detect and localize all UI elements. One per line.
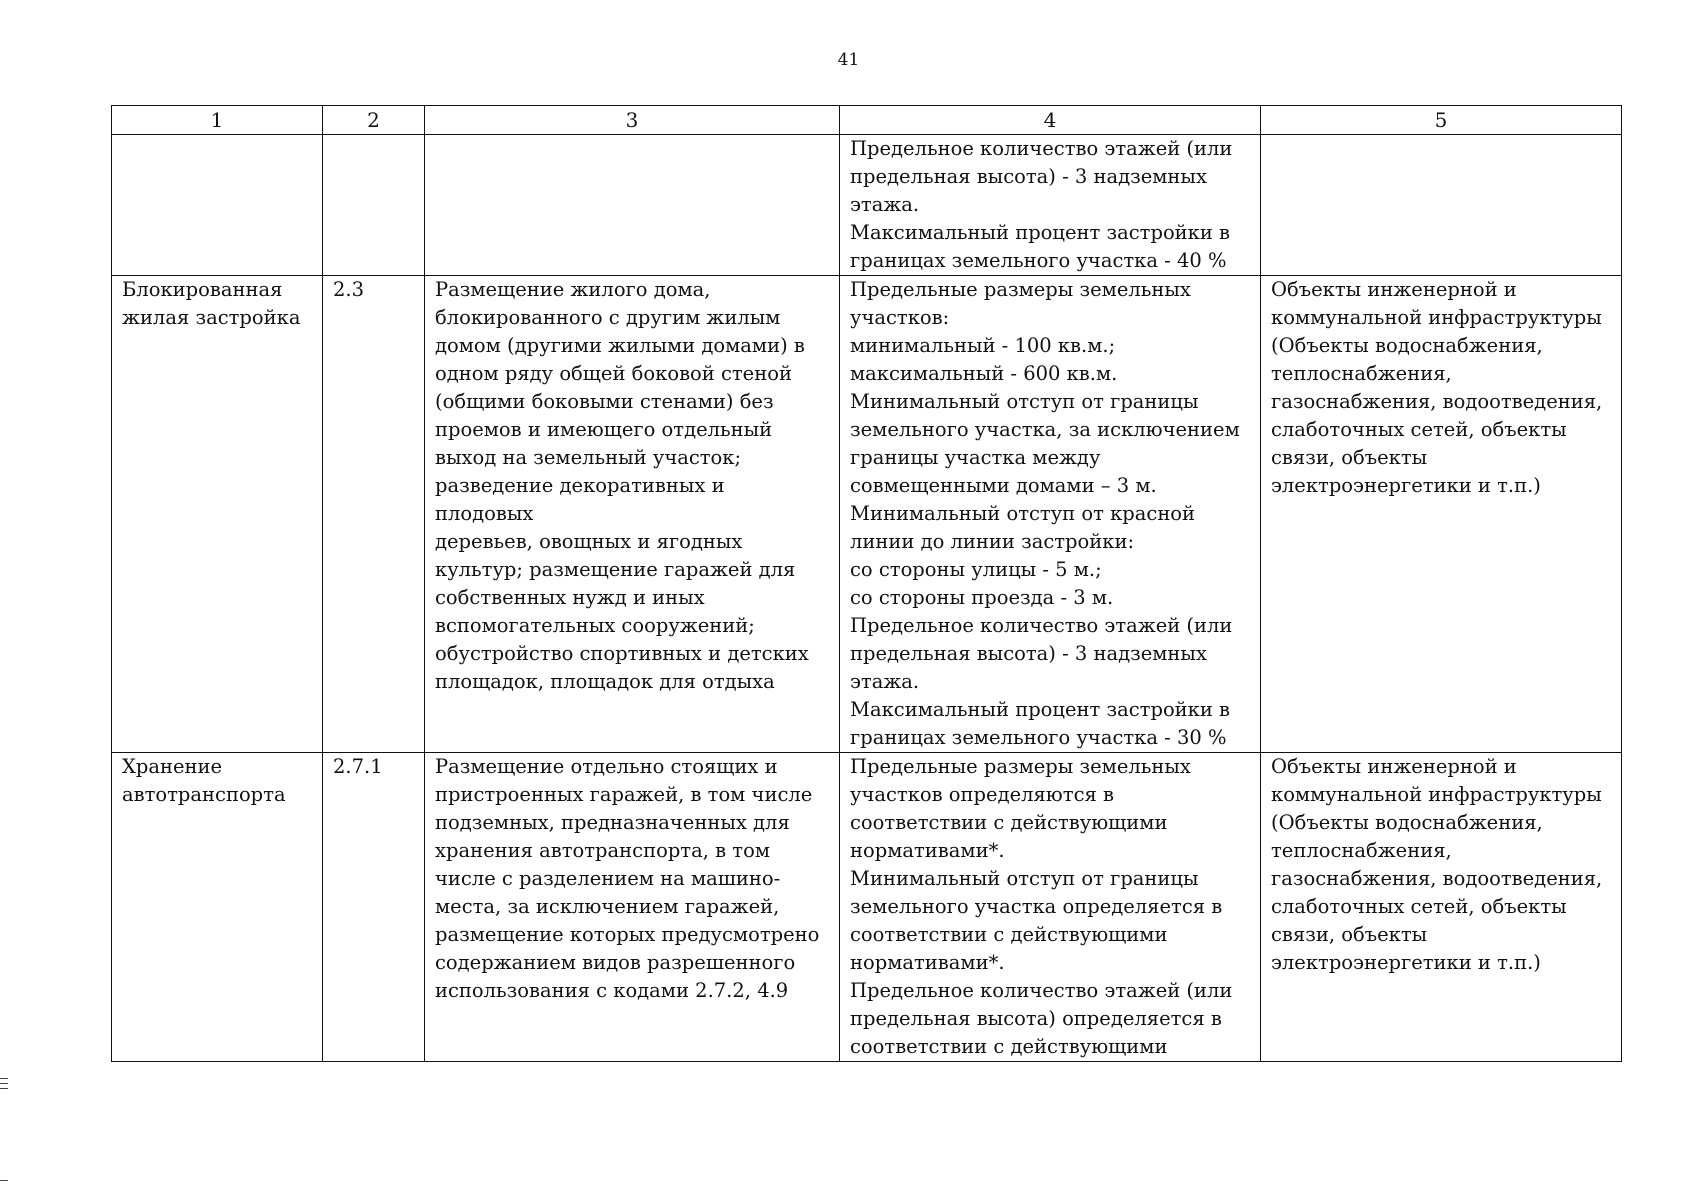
use-type-cell	[112, 135, 323, 276]
margin-mark	[0, 1078, 8, 1079]
table-row	[112, 276, 1622, 753]
description-cell: Размещение отдельно стоящих и пристроенных гаражей, в том числе подземных, предназначенных для хранения автотранспорта, в том числе с разделением на машино- места, за исключением гаражей, размещение которых предусмотрено содержанием видов разрешенного использования с кодами 2.7.2, 4.9	[425, 753, 840, 1062]
page-number: 41	[837, 50, 860, 70]
description-cell	[425, 135, 840, 276]
column-header: 5	[1261, 106, 1622, 135]
column-header: 2	[323, 106, 425, 135]
parameters-cell: Предельные размеры земельных участков: минимальный - 100 кв.м.; максимальный - 600 кв.м. Минимальный отступ от границы земельного участка, за исключением границы участка между совмещенными домами – 3 м. Минимальный отступ от красной линии до линии застройки: со стороны улицы - 5 м.; со стороны проезда - 3 м. Предельное количество этажей (или предельная высота) - 3 надземных этажа. Максимальный процент застройки в границах земельного участка - 30 %	[840, 276, 1261, 753]
table-header-row	[112, 106, 1622, 135]
code-cell: 2.3	[323, 276, 425, 753]
parameters-cell: Предельные размеры земельных участков определяются в соответствии с действующими нормативами*. Минимальный отступ от границы земельного участка определяется в соответствии с действующими нормативами*. Предельное количество этажей (или предельная высота) определяется в соответствии с действующими	[840, 753, 1261, 1062]
column-header: 3	[425, 106, 840, 135]
code-cell: 2.7.1	[323, 753, 425, 1062]
margin-mark	[0, 1088, 8, 1089]
regulations-table	[111, 105, 1622, 1062]
margin-mark	[0, 1180, 8, 1181]
parameters-cell: Предельное количество этажей (или предельная высота) - 3 надземных этажа. Максимальный процент застройки в границах земельного участка - 40 %	[840, 135, 1261, 276]
column-header: 1	[112, 106, 323, 135]
table-row	[112, 135, 1622, 276]
use-type-cell: Хранение автотранспорта	[112, 753, 323, 1062]
objects-cell: Объекты инженерной и коммунальной инфраструктуры (Объекты водоснабжения, теплоснабжения, газоснабжения, водоотведения, слаботочных сетей, объекты связи, объекты электроэнергетики и т.п.)	[1261, 276, 1622, 753]
objects-cell	[1261, 135, 1622, 276]
table-row	[112, 753, 1622, 1062]
column-header: 4	[840, 106, 1261, 135]
description-cell: Размещение жилого дома, блокированного с другим жилым домом (другими жилыми домами) в одном ряду общей боковой стеной (общими боковыми стенами) без проемов и имеющего отдельный выход на земельный участок; разведение декоративных и плодовых деревьев, овощных и ягодных культур; размещение гаражей для собственных нужд и иных вспомогательных сооружений; обустройство спортивных и детских площадок, площадок для отдыха	[425, 276, 840, 753]
margin-mark	[0, 1083, 8, 1084]
objects-cell: Объекты инженерной и коммунальной инфраструктуры (Объекты водоснабжения, теплоснабжения, газоснабжения, водоотведения, слаботочных сетей, объекты связи, объекты электроэнергетики и т.п.)	[1261, 753, 1622, 1062]
use-type-cell: Блокированная жилая застройка	[112, 276, 323, 753]
code-cell	[323, 135, 425, 276]
